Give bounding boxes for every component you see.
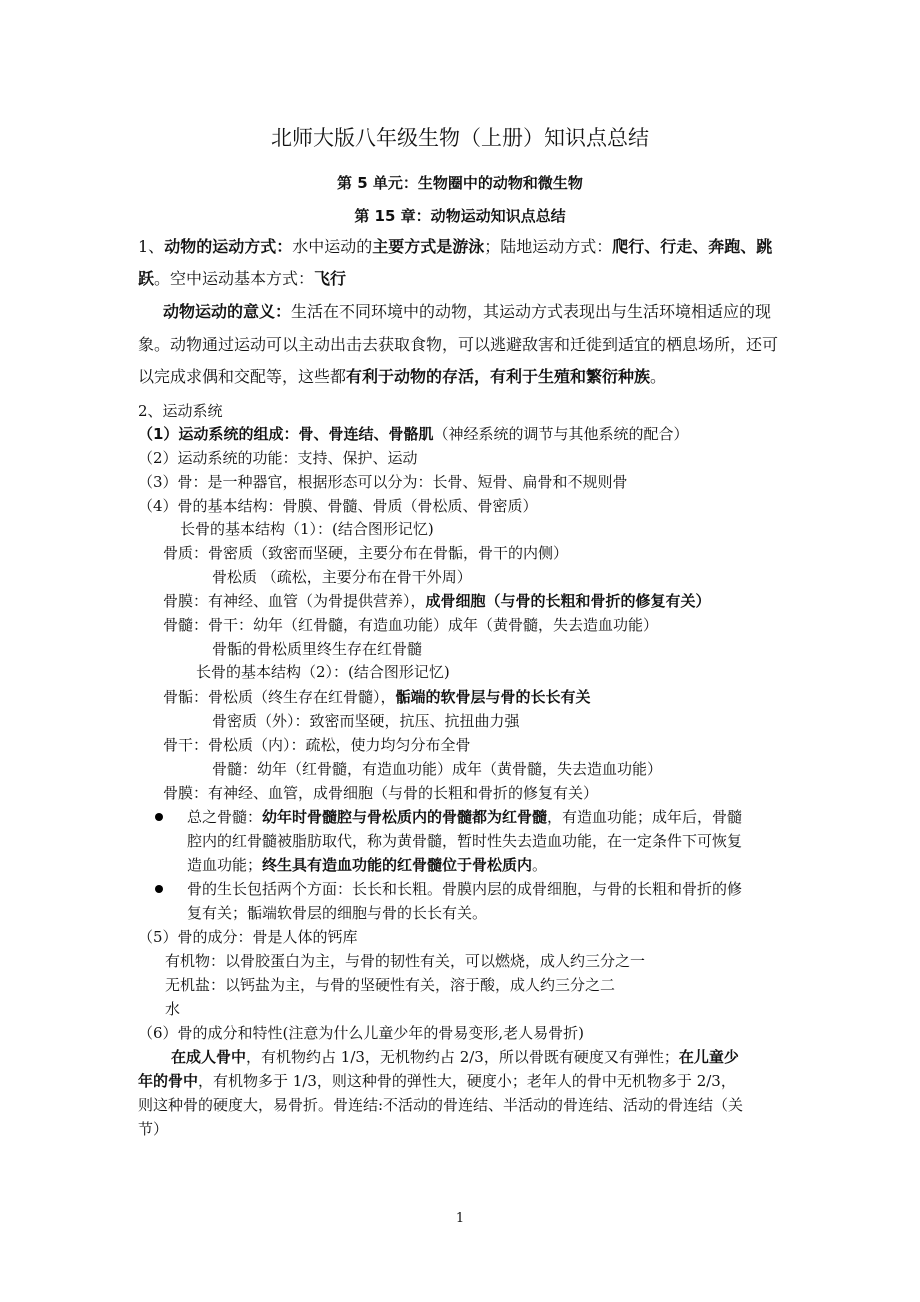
section2-heading: 2、运动系统 <box>138 402 223 420</box>
item-5-organic: 有机物：以骨胶蛋白为主，与骨的韧性有关，可以燃烧，成人约三分之一 <box>165 952 646 970</box>
bullet1-line3: 造血功能；终生具有造血功能的红骨髓位于骨松质内。 <box>187 856 548 874</box>
bullet2-line1: 骨的生长包括两个方面：长长和长粗。骨膜内层的成骨细胞，与骨的长粗和骨折的修 <box>187 880 743 898</box>
marrow-line1: 骨髓：骨干：幼年（红骨髓，有造血功能）成年（黄骨髓，失去造血功能） <box>163 616 659 634</box>
chapter-heading: 第 15 章：动物运动知识点总结 <box>354 207 566 225</box>
significance-line2: 象。动物通过运动可以主动出击去获取食物，可以逃避敌害和迁徙到适宜的栖息场所，还可 <box>138 335 779 354</box>
structure-2-heading: 长骨的基本结构（2）：(结合图形记忆) <box>196 663 450 681</box>
diaphysis-line1: 骨干：骨松质（内）：疏松，使力均匀分布全骨 <box>163 736 471 754</box>
bone-substance-line1: 骨质：骨密质（致密而坚硬，主要分布在骨骺，骨干的内侧） <box>163 544 569 562</box>
significance-line3: 以完成求偶和交配等，这些都有利于动物的存活，有利于生殖和繁衍种族。 <box>138 367 667 386</box>
item-5-water: 水 <box>165 1000 181 1018</box>
structure-1-heading: 长骨的基本结构（1）：(结合图形记忆) <box>180 520 434 538</box>
section1-line2: 跃。空中运动基本方式：飞行 <box>138 269 347 288</box>
epiphysis-line1: 骨骺：骨松质（终生存在红骨髓），骺端的软骨层与骨的长长有关 <box>163 688 591 706</box>
item-6-para-line2: 年的骨中，有机物多于 1/3，则这种骨的弹性大，硬度小；老年人的骨中无机物多于 2/3， <box>138 1072 736 1090</box>
periosteum-line1: 骨膜：有神经、血管（为骨提供营养），成骨细胞（与骨的长粗和骨折的修复有关） <box>163 592 711 610</box>
bone-substance-line2: 骨松质 （疏松，主要分布在骨干外周） <box>212 568 472 586</box>
unit-heading: 第 5 单元：生物圈中的动物和微生物 <box>337 174 583 192</box>
diaphysis-line2: 骨髓：幼年（红骨髓，有造血功能）成年（黄骨髓，失去造血功能） <box>212 760 663 778</box>
item-4: （4）骨的基本结构：骨膜、骨髓、骨质（骨松质、骨密质） <box>138 497 538 515</box>
item-1: （1）运动系统的组成：骨、骨连结、骨骼肌（神经系统的调节与其他系统的配合） <box>138 425 689 443</box>
item-6-para-line3: 则这种骨的硬度大，易骨折。骨连结:不活动的骨连结、半活动的骨连结、活动的骨连结（关 <box>138 1096 744 1114</box>
item-5: （5）骨的成分：骨是人体的钙库 <box>138 928 358 946</box>
bullet1-line1: 总之骨髓：幼年时骨髓腔与骨松质内的骨髓都为红骨髓，有造血功能；成年后，骨髓 <box>187 808 743 826</box>
item-5-inorganic: 无机盐：以钙盐为主，与骨的坚硬性有关，溶于酸，成人约三分之二 <box>165 976 616 994</box>
periosteum-line2: 骨膜：有神经、血管，成骨细胞（与骨的长粗和骨折的修复有关） <box>163 784 599 802</box>
significance-line1: 动物运动的意义：生活在不同环境中的动物，其运动方式表现出与生活环境相适应的现 <box>163 302 772 321</box>
marrow-line2: 骨骺的骨松质里终生存在红骨髓 <box>212 640 423 658</box>
item-6-para-line4: 节） <box>138 1120 169 1138</box>
item-6-para-line1: 在成人骨中，有机物约占 1/3，无机物约占 2/3，所以骨既有硬度又有弹性；在儿童少 <box>171 1048 739 1066</box>
page-number: 1 <box>455 1211 465 1226</box>
item-3: （3）骨：是一种器官，根据形态可以分为：长骨、短骨、扁骨和不规则骨 <box>138 473 628 491</box>
bullet-icon <box>155 885 163 893</box>
bullet1-line2: 腔内的红骨髓被脂肪取代，称为黄骨髓，暂时性失去造血功能，在一定条件下可恢复 <box>187 832 743 850</box>
bullet2-line2: 复有关；骺端软骨层的细胞与骨的长长有关。 <box>187 904 488 922</box>
bullet-icon <box>155 813 163 821</box>
section1-line1: 1、动物的运动方式：水中运动的主要方式是游泳；陆地运动方式：爬行、行走、奔跑、跳 <box>138 237 773 256</box>
item-2: （2）运动系统的功能：支持、保护、运动 <box>138 449 418 467</box>
document-title: 北师大版八年级生物（上册）知识点总结 <box>271 126 649 150</box>
epiphysis-line2: 骨密质（外）：致密而坚硬，抗压、抗扭曲力强 <box>212 712 520 730</box>
item-6: （6）骨的成分和特性(注意为什么儿童少年的骨易变形,老人易骨折) <box>138 1024 585 1042</box>
